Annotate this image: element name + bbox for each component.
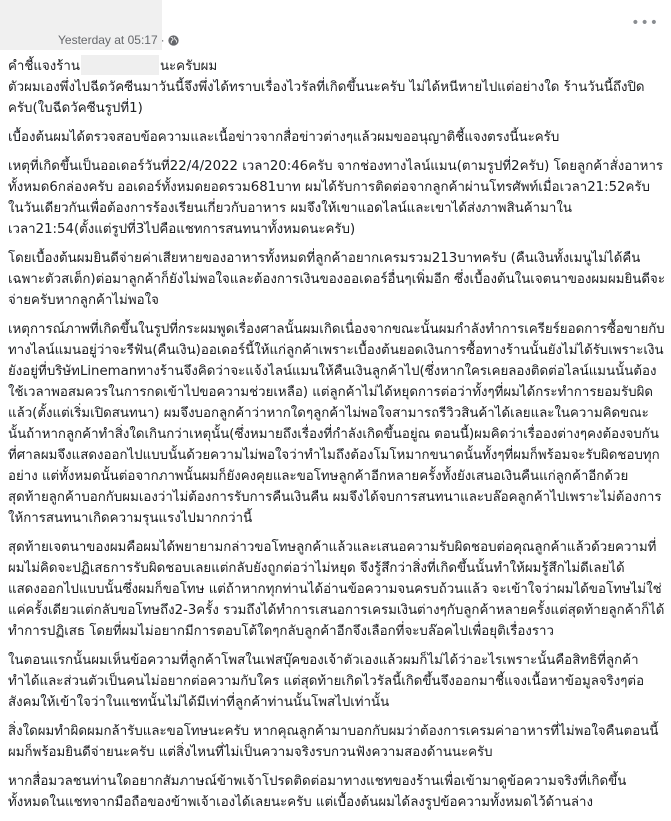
redacted-shop-name bbox=[81, 55, 159, 75]
post-title-prefix: คำชี้แจงร้าน bbox=[8, 59, 80, 74]
post-paragraph: โดยเบื้องต้นผมยินดีจ่ายค่าเสียหายของอาหารทั้งหมดที่ลูกค้าอยากเครมรวม213บาทครับ (คืนเงินทั้งเมนูไม่ได้คืนเฉพาะตัวสเต็ก)ต่อมาลูกค้าก็ยังไม่พอใจและต้องการเงินของออเดอร์อื่นๆเพิ่มอีก ซึ่งเบื้องต้นในเจตนาของผมผมยินดีจะจ่ายครับหากลูกค้าไม่พอใจ bbox=[8, 251, 665, 308]
post-paragraph: เหตุการณ์ภาพที่เกิดขึ้นในรูปที่กระผมพูดเรื่องศาลนั้นผมเกิดเนื่องจากขณะนั้นผมกำลังทำการเครียร์ยอดการซื้อขายกับทางไลน์แมนอยู่ว่าจะรีฟัน(คืนเงิน)ออเดอร์นี้ให้แก่ลูกค้าเพราะเบื้องต้นยอดเงินการซื้อทางร้านนั้นยังไม่ได้รับเพราะเงินยังอยู่ที่บริษัทLinemanทางร้านจึงคิดว่าจะแจ้งไลน์แมนให้คืนเงินลูกค้าไป(ซึ่งหากใครเคยลองติดต่อไลน์แมนนั้นต้องใช้เวลาพอสมควรในการกดเข้าไปขอความช่วยเหลือ) แต่ลูกค้าไม่ได้หยุดการต่อว่าทั้งๆที่ผมได้กระทำการยอมรับผิดแล้ว(ตั้งแต่เริ่มเปิดสนทนา) ผมจึงบอกลูกค้าว่าหากใดๆลูกค้าไม่พอใจสามารถรีวิวสินค้าได้เลยและในความคิดขณะนั้นถ้าหากลูกค้าทำสิ่งใดเกินกว่าเหตุนั้น(ซึ่งหมายถึงเรื่องที่กำลังเกิดขึ้นอยู่ณ ตอนนี้)ผมคิดว่าเรื่อองต่างๆคงต้องจบกันที่ศาลผมจึงแสดงออกไปแบบนั้นด้วยความไม่พอใจว่าทำไมถึงต้องโมโหมากขนาดนั้นทั้งๆที่ผมก็พร้อมจะรับผิดชอบทุกอย่าง แต่ทั้งหมดนั้นต่อจากภาพนั้นผมก็ยังคงคุยและขอโทษลูกค้าอีกหลายครั้งทั้งยังเสนอเงินคืนแก่ลูกค้าอีกด้วย สุดท้ายลูกค้าบอกกับผมเองว่าไม่ต้องการรับการคืนเงินคืน ผมจึงได้จบการสนทนาและบล๊อคลูกค้าไปเพราะไม่ต้องการให้การสนทนาเกิดความรุนแรงไปมากกว่านี้ bbox=[8, 322, 665, 526]
post-paragraph: เหตุที่เกิดขึ้นเป็นออเดอร์วันที่22/4/2022 เวลา20:46ครับ จากช่องทางไลน์แมน(ตามรูปที่2ครับ) โดยลูกค้าสั่งอาหารทั้งหมด6กล่องครับ ออเดอร์ทั้งหมดยอดรวม681บาท ผมได้รับการติดต่อจากลูกค้าผ่านโทรศัพท์เมื่อเวลา21:52ครับในวันเดียวกันเพื่อต้องการร้องเรียนเกี่ยวกับอาหาร ผมจึงให้เขาแอดไลน์และเขาได้ส่งภาพสินค้ามาในเวลา21:54(ตั้งแต่รูปที่3ไปคือแชทการสนทนาทั้งหมดนะครับ) bbox=[8, 159, 664, 237]
post-paragraph-text: ตัวผมเองพึ่งไปฉีดวัคซีนมาวันนี้จึงพึ่งได้ทราบเรื่องไวรัลที่เกิดขึ้นนะครับ ไม่ได้หนีหายไปแต่อย่างใด ร้านวันนี้ถึงปิดครับ(ใบฉีดวัคซีนรูปที่1) bbox=[8, 80, 645, 116]
post-paragraph: ในตอนแรกนั้นผมเห็นข้อความที่ลูกค้าโพสในเฟสบุ๊คของเจ้าตัวเองแล้วผมก็ไม่ได้ว่าอะไรเพราะนั้นคือสิทธิที่ลูกค้าทำได้และส่วนตัวเป็นคนไม่อยากต่อความกับใคร แต่สุดท้ายเกิดไวรัลนี้เกิดขึ้นจึงออกมาชี้แจงเนื้อหาข้อมูลจริงๆต่อสังคมให้เข้าใจว่าในแชทนั้นไม่ได้มีเท่าที่ลูกค้าท่านนั้นโพสไปเท่านั้น bbox=[8, 653, 645, 710]
post-body bbox=[8, 55, 665, 821]
post-meta bbox=[58, 33, 179, 47]
post-paragraph bbox=[8, 55, 665, 119]
post-paragraph: หากสื่อมวลชนท่านใดอยากสัมภาษณ์ข้าพเจ้าโปรดติดต่อมาทางแชทของร้านเพื่อเข้ามาดูข้อความจริงที่เกิดขึ้นทั้งหมดในแชทจากมือถือของข้าพเจ้าเองได้เลยนะครับ แต่เบื้องต้นผมได้ลงรูปข้อความทั้งหมดไว้ด้านล่าง bbox=[8, 774, 627, 810]
more-options-button[interactable] bbox=[631, 15, 659, 31]
post-timestamp[interactable]: Yesterday at 05:17 bbox=[58, 33, 158, 47]
post-paragraph: เบื้องต้นผมได้ตรวจสอบข้อความและเนื้อข่าวจากสื่อข่าวต่างๆแล้วผมขออนุญาติชี้แจงตรงนี้นะครับ bbox=[8, 130, 560, 145]
post-paragraph: สุดท้ายเจตนาของผมคือผมได้พยายามกล่าวขอโทษลูกค้าแล้วและเสนอความรับผิดชอบต่อคุณลูกค้าแล้วด้วยความที่ผมไม่คิดจะปฏิเสธการรับผิดชอบเลยแต่กลับยังถูกต่อว่าไม่หยุด จึงรู้สึกว่าสิ่งที่เกิดขึ้นนั้นทำให้ผมรู้สึกไม่ดีเลยได้แสดงออกไปแบบนั้นซึ่งผมก็ขอโทษ แต่ถ้าหากทุกท่านได้อ่านข้อความจนครบถ้วนแล้ว จะเข้าใจว่าผมได้ขอโทษไม่ใช่แค่ครั้งเดียวแต่กลับขอโทษถึง2-3ครั้ง รวมถึงได้ทำการเสนอการเครมเงินต่างๆกับลูกค้าหลายครั้งแต่สุดท้ายลูกค้าก็ได้ทำการปฏิเสธ โดยที่ผมไม่อยากมีการตอบโต้ใดๆกลับลูกค้าอีกจึงเลือกที่จะบล๊อคไปเพื่อยุติเรื่องราว bbox=[8, 540, 665, 639]
post-paragraph: สิ่งใดผมทำผิดผมกล้ารับและขอโทษนะครับ หากคุณลูกค้ามาบอกกับผมว่าต้องการเครมค่าอาหารที่ไม่พอใจคืนตอนนี้ผมก็พร้อมยินดีจ่ายนะครับ แต่สิ่งไหนที่ไม่เป็นความจริงรบกวนฟังความสองด้านนะครับ bbox=[8, 724, 659, 760]
globe-icon[interactable] bbox=[168, 35, 179, 46]
post-title-suffix: นะครับผม bbox=[159, 59, 218, 74]
more-options-icon: ••• bbox=[631, 15, 659, 31]
meta-separator: · bbox=[160, 33, 165, 47]
